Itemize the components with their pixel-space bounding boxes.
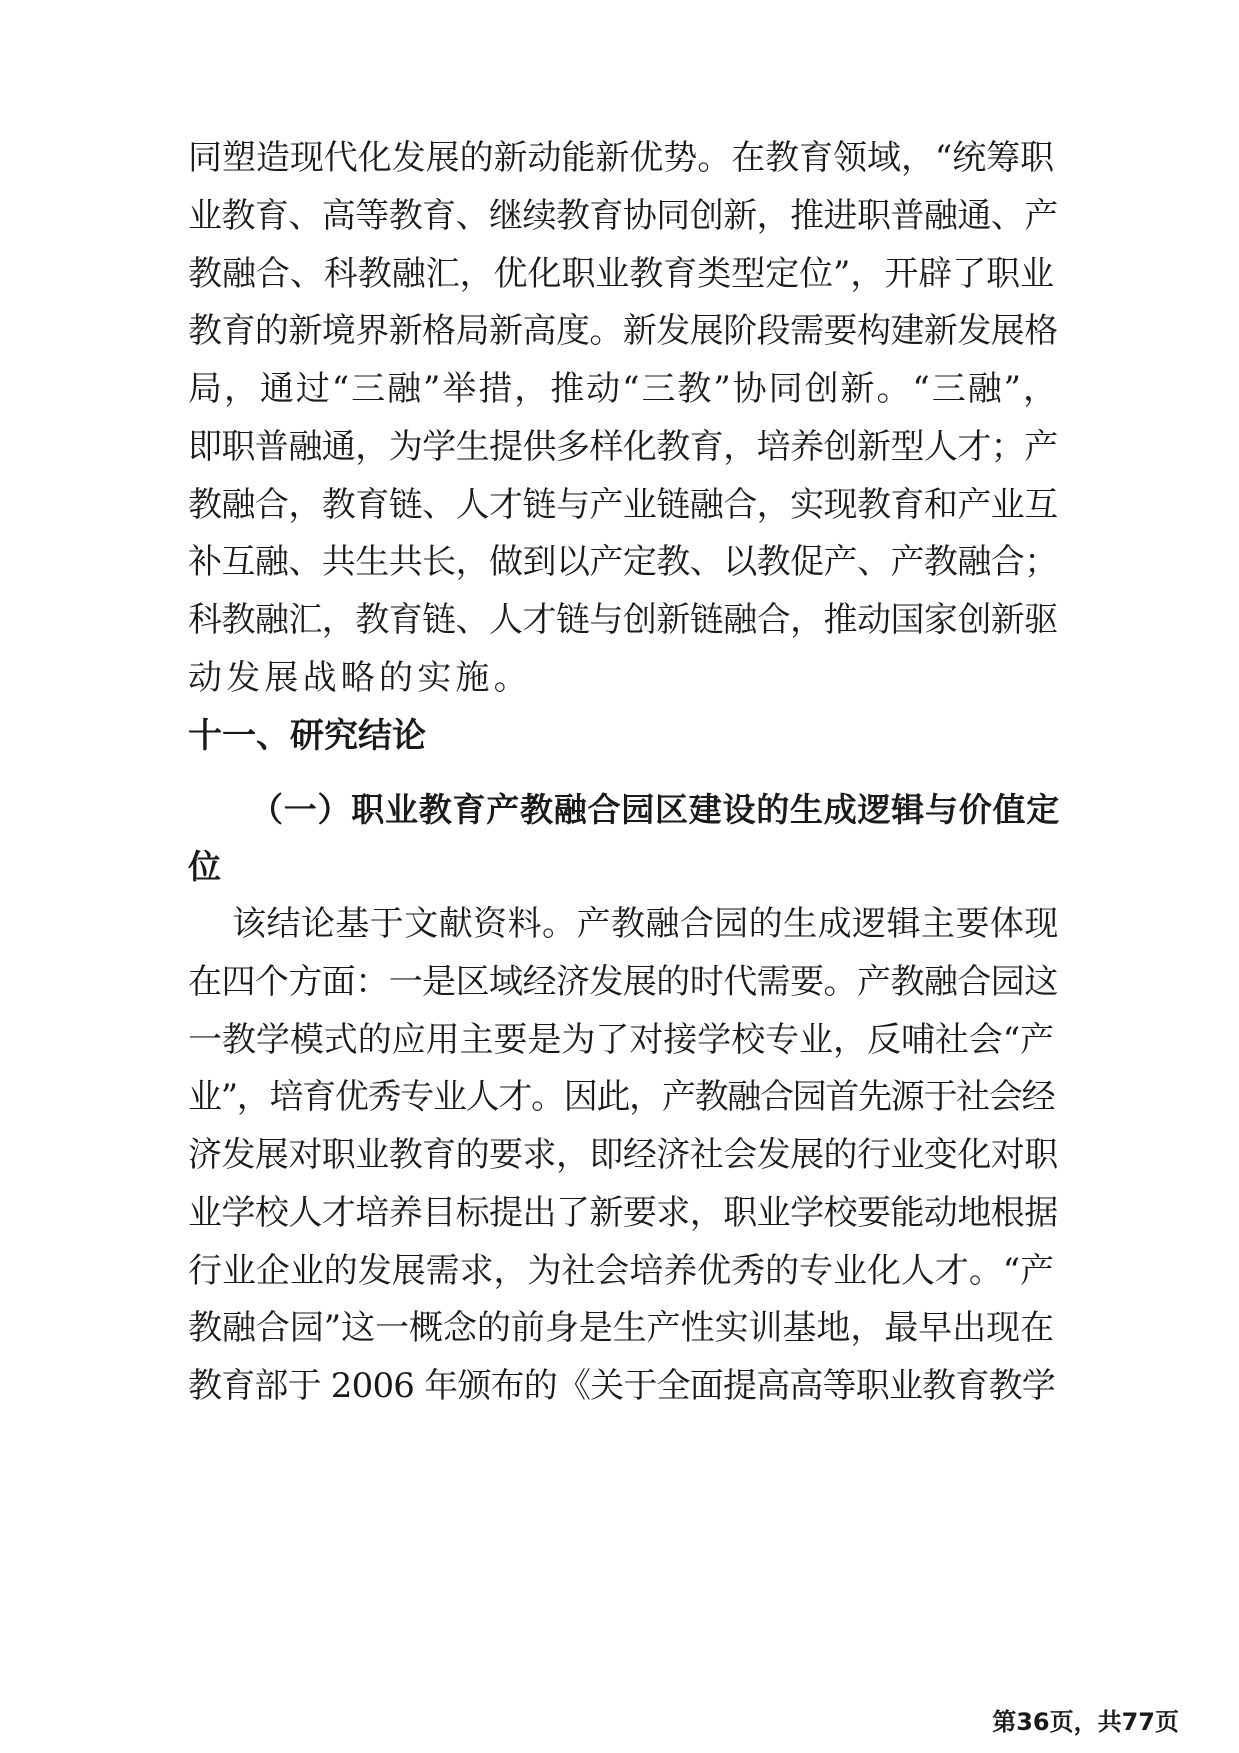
body-text-line: 行业企业的发展需求，为社会培养优秀的专业化人才。“产 xyxy=(188,1251,1055,1291)
body-text-line: 局，通过“三融”举措，推动“三教”协同创新。“三融”， xyxy=(188,369,1059,409)
body-text-line: 业学校人才培养目标提出了新要求，职业学校要能动地根据 xyxy=(188,1193,1058,1233)
body-text-line: 补互融、共生共长，做到以产定教、以教促产、产教融合； xyxy=(188,542,1058,582)
subsection-heading-continued: 位 xyxy=(188,847,225,886)
body-text-line: 教融合、科教融汇，优化职业教育类型定位”，开辟了职业 xyxy=(188,254,1055,294)
body-text-line: 在四个方面：一是区域经济发展的时代需要。产教融合园这 xyxy=(188,962,1058,1002)
page-number: 第36页，共77页 xyxy=(992,1708,1179,1736)
body-text-line: 教育的新境界新格局新高度。新发展阶段需要构建新发展格 xyxy=(188,311,1058,351)
subsection-heading: （一）职业教育产教融合园区建设的生成逻辑与价值定 xyxy=(250,790,1060,829)
body-text-line: 教融合，教育链、人才链与产业链融合，实现教育和产业互 xyxy=(188,485,1058,525)
body-text-line: 一教学模式的应用主要是为了对接学校专业，反哺社会“产 xyxy=(188,1020,1055,1060)
body-text-line: 教融合园”这一概念的前身是生产性实训基地，最早出现在 xyxy=(188,1308,1055,1348)
body-text-line: 即职普融通，为学生提供多样化教育，培养创新型人才；产 xyxy=(188,427,1058,467)
section-heading: 十一、研究结论 xyxy=(188,716,426,756)
body-text-line: 同塑造现代化发展的新动能新优势。在教育领域，“统筹职 xyxy=(188,138,1055,178)
body-text-line: 动发展战略的实施。 xyxy=(188,658,532,698)
body-text-line: 科教融汇，教育链、人才链与创新链融合，推动国家创新驱 xyxy=(188,600,1058,640)
body-text-line: 业”，培育优秀专业人才。因此，产教融合园首先源于社会经 xyxy=(188,1077,1055,1117)
body-text-line: 业教育、高等教育、继续教育协同创新，推进职普融通、产 xyxy=(188,196,1058,236)
body-text-line: 济发展对职业教育的要求，即经济社会发展的行业变化对职 xyxy=(188,1135,1058,1175)
body-text-line: 该结论基于文献资料。产教融合园的生成逻辑主要体现 xyxy=(232,904,1059,944)
body-text-line: 教育部于 2006 年颁布的《关于全面提高高等职业教育教学 xyxy=(188,1366,1055,1406)
